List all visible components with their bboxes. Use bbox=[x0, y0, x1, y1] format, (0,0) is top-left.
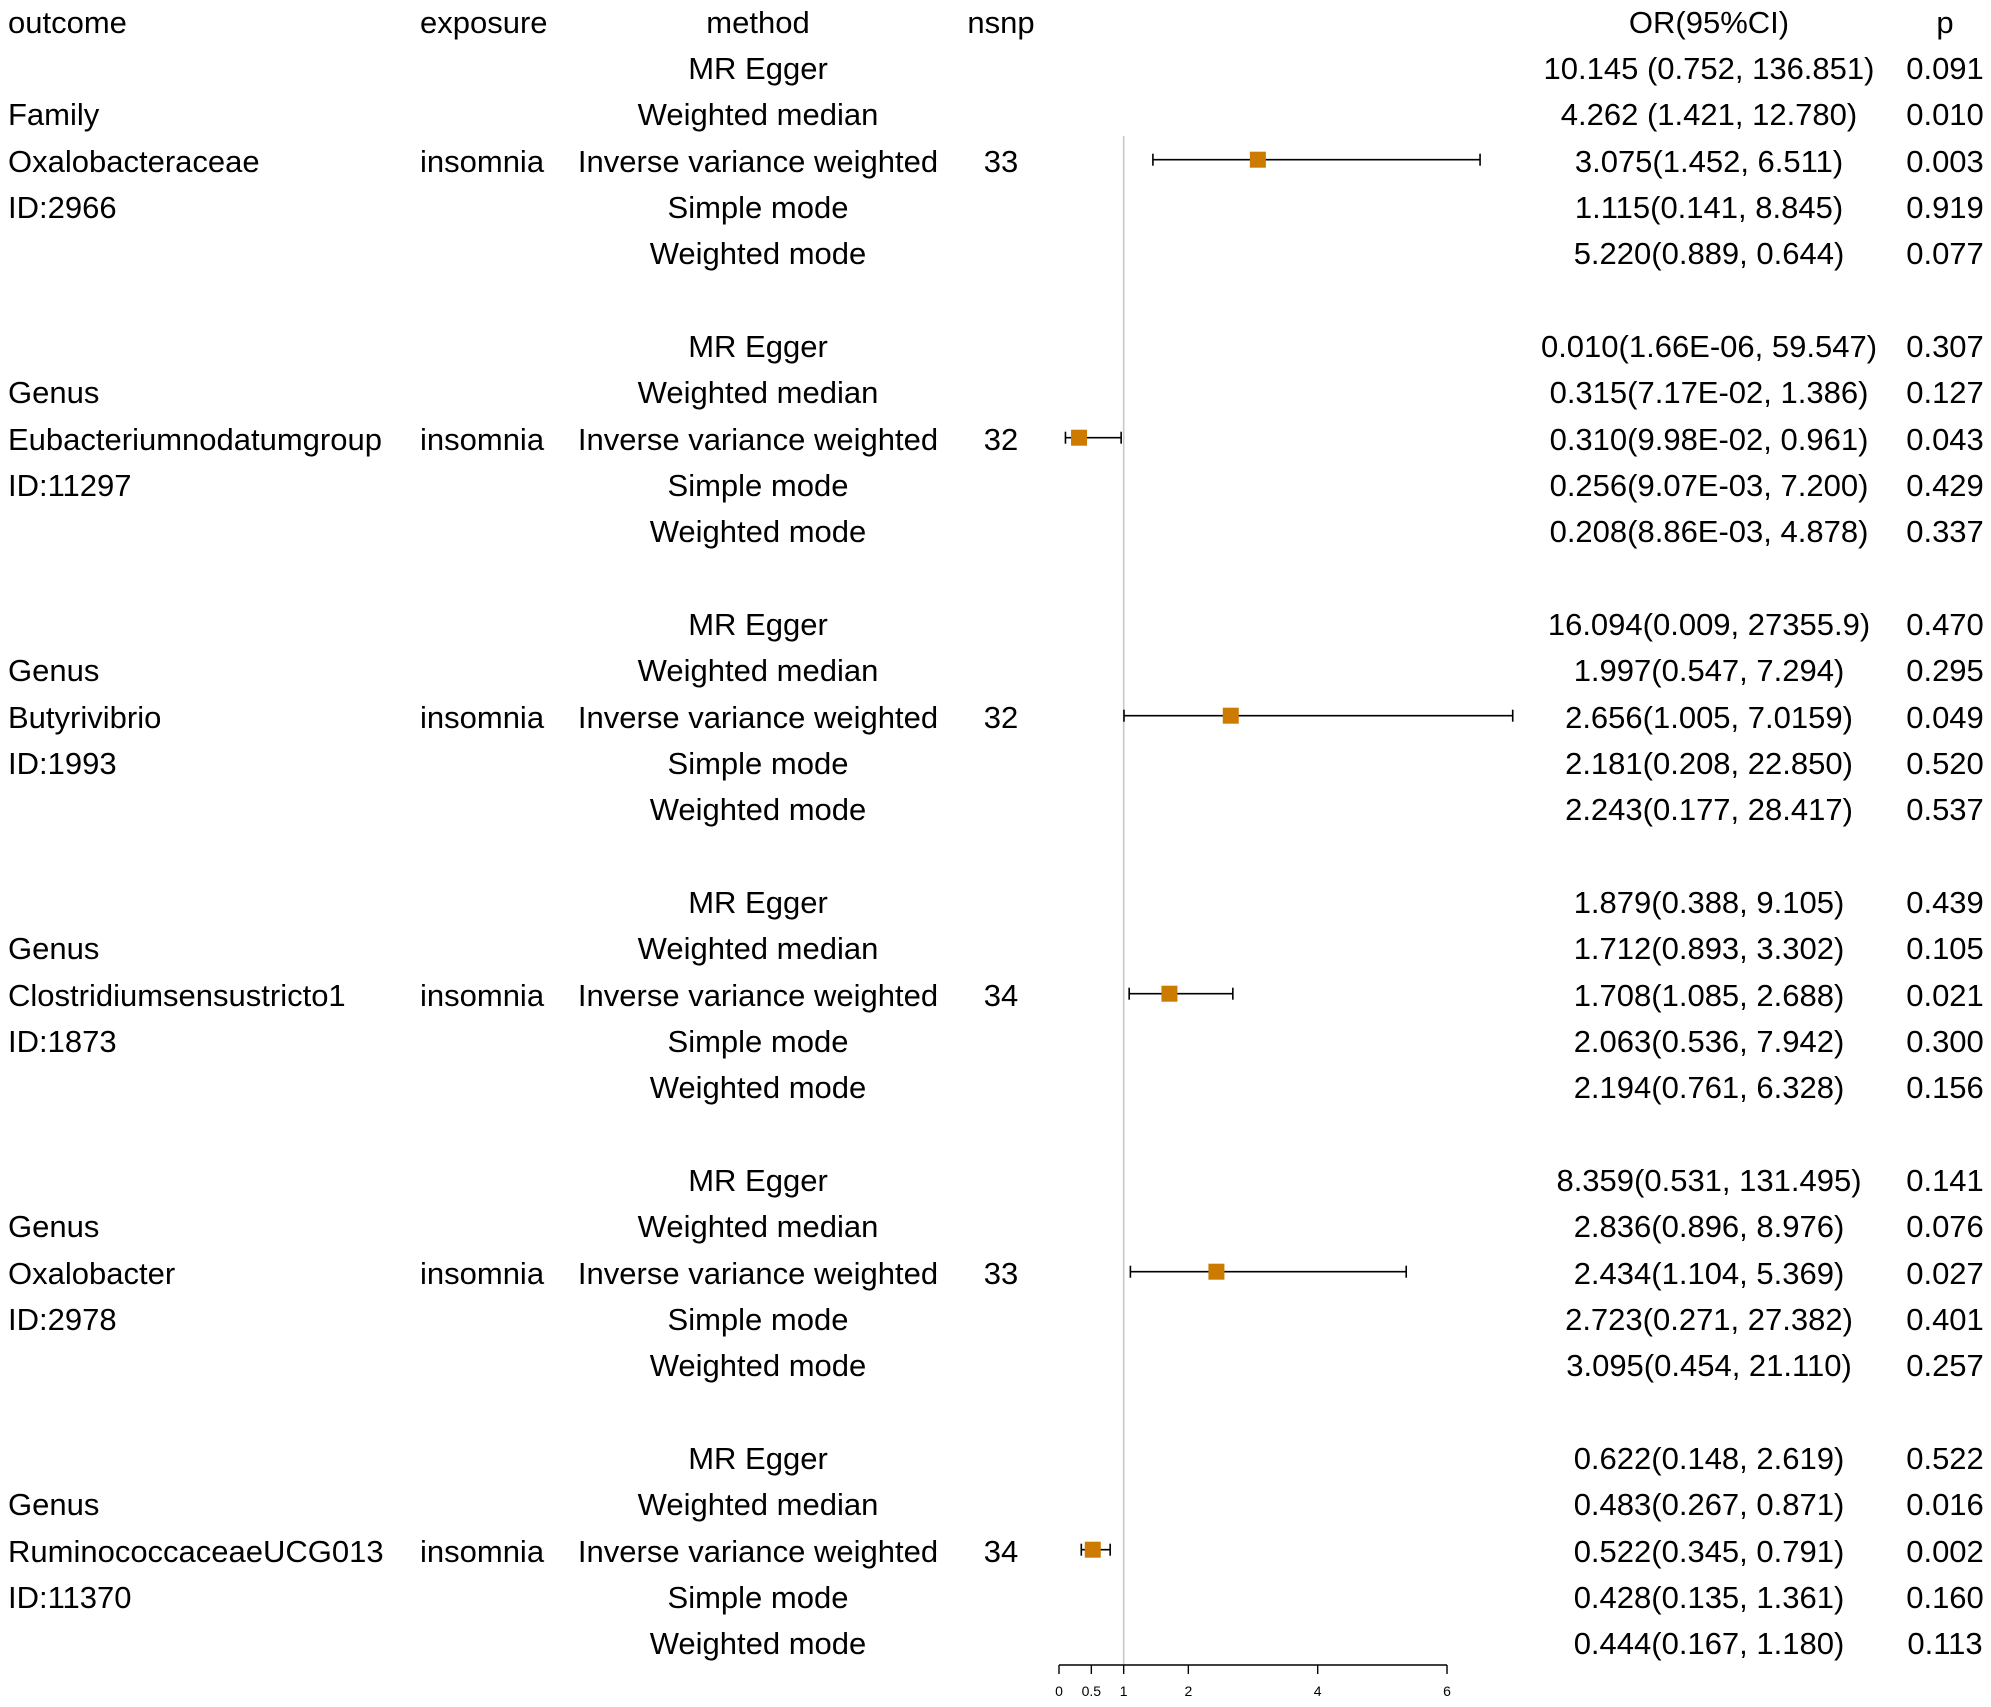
or-ci-cell: 2.243(0.177, 28.417) bbox=[1565, 792, 1853, 828]
method-cell: MR Egger bbox=[688, 51, 828, 86]
header-outcome: outcome bbox=[8, 5, 127, 40]
x-tick-label: 0.5 bbox=[1081, 1683, 1102, 1699]
or-ci-cell: 0.310(9.98E-02, 0.961) bbox=[1549, 421, 1869, 457]
method-cell: Simple mode bbox=[667, 1302, 849, 1338]
point-estimate bbox=[1161, 986, 1177, 1002]
or-ci-cell: 1.115(0.141, 8.845) bbox=[1574, 190, 1844, 226]
outcome-id: ID:2966 bbox=[8, 190, 117, 226]
outcome-id: ID:2978 bbox=[8, 1302, 117, 1338]
or-ci-cell: 4.262 (1.421, 12.780) bbox=[1560, 97, 1858, 133]
outcome-taxon: Oxalobacteraceae bbox=[8, 143, 260, 179]
p-value-cell: 0.043 bbox=[1906, 421, 1984, 457]
point-estimate bbox=[1223, 708, 1239, 724]
method-cell: Weighted median bbox=[637, 653, 879, 689]
method-cell: Weighted median bbox=[637, 931, 879, 967]
method-cell: Weighted mode bbox=[649, 514, 867, 550]
outcome-taxon: Butyrivibrio bbox=[8, 699, 162, 735]
method-cell: Weighted mode bbox=[649, 792, 867, 828]
or-ci-cell: 0.428(0.135, 1.361) bbox=[1573, 1580, 1845, 1616]
outcome-level: Genus bbox=[8, 931, 100, 967]
x-tick-label: 2 bbox=[1184, 1683, 1193, 1699]
p-value-cell: 0.156 bbox=[1906, 1070, 1984, 1106]
header-p: p bbox=[1936, 5, 1954, 40]
method-cell: Simple mode bbox=[667, 746, 849, 782]
or-ci-cell: 1.879(0.388, 9.105) bbox=[1573, 885, 1845, 920]
method-cell: Weighted mode bbox=[649, 1070, 867, 1106]
method-cell: Simple mode bbox=[667, 1024, 849, 1060]
point-estimate bbox=[1208, 1264, 1224, 1280]
header-exposure: exposure bbox=[420, 5, 548, 40]
or-ci-cell: 1.708(1.085, 2.688) bbox=[1573, 977, 1845, 1013]
exposure-cell: insomnia bbox=[420, 1255, 545, 1291]
outcome-level: Genus bbox=[8, 1487, 100, 1523]
nsnp-cell: 33 bbox=[983, 143, 1019, 179]
nsnp-cell: 32 bbox=[983, 421, 1019, 457]
p-value-cell: 0.919 bbox=[1906, 190, 1984, 226]
p-value-cell: 0.429 bbox=[1906, 468, 1984, 504]
or-ci-cell: 1.997(0.547, 7.294) bbox=[1573, 653, 1845, 689]
exposure-cell: insomnia bbox=[420, 421, 545, 457]
p-value-cell: 0.002 bbox=[1906, 1533, 1984, 1569]
outcome-id: ID:11370 bbox=[8, 1580, 132, 1616]
p-value-cell: 0.141 bbox=[1906, 1163, 1984, 1198]
p-value-cell: 0.003 bbox=[1906, 143, 1984, 179]
x-tick-label: 4 bbox=[1313, 1683, 1322, 1699]
p-value-cell: 0.470 bbox=[1906, 607, 1984, 642]
method-cell: Inverse variance weighted bbox=[577, 1533, 939, 1569]
method-cell: MR Egger bbox=[688, 329, 828, 364]
point-estimate bbox=[1085, 1542, 1101, 1558]
outcome-id: ID:1993 bbox=[8, 746, 117, 782]
or-ci-cell: 0.444(0.167, 1.180) bbox=[1573, 1626, 1845, 1662]
p-value-cell: 0.010 bbox=[1906, 97, 1984, 133]
outcome-taxon: RuminococcaceaeUCG013 bbox=[8, 1533, 384, 1569]
p-value-cell: 0.077 bbox=[1906, 236, 1984, 272]
p-value-cell: 0.091 bbox=[1906, 51, 1984, 86]
or-ci-cell: 2.063(0.536, 7.942) bbox=[1573, 1024, 1845, 1060]
nsnp-cell: 33 bbox=[983, 1255, 1019, 1291]
or-ci-cell: 2.723(0.271, 27.382) bbox=[1565, 1302, 1853, 1338]
or-ci-cell: 3.095(0.454, 21.110) bbox=[1566, 1348, 1852, 1384]
method-cell: Weighted mode bbox=[649, 236, 867, 272]
point-estimate bbox=[1071, 430, 1087, 446]
header-method: method bbox=[706, 5, 810, 40]
p-value-cell: 0.076 bbox=[1906, 1209, 1984, 1245]
method-cell: MR Egger bbox=[688, 1441, 828, 1476]
p-value-cell: 0.337 bbox=[1906, 514, 1984, 550]
p-value-cell: 0.522 bbox=[1906, 1441, 1984, 1476]
outcome-id: ID:11297 bbox=[8, 468, 132, 504]
outcome-level: Genus bbox=[8, 375, 100, 411]
x-tick-label: 1 bbox=[1119, 1683, 1128, 1699]
method-cell: MR Egger bbox=[688, 607, 828, 642]
or-ci-cell: 0.622(0.148, 2.619) bbox=[1573, 1441, 1845, 1476]
p-value-cell: 0.049 bbox=[1906, 699, 1984, 735]
or-ci-cell: 0.010(1.66E-06, 59.547) bbox=[1540, 329, 1878, 364]
p-value-cell: 0.295 bbox=[1906, 653, 1984, 689]
or-ci-cell: 2.656(1.005, 7.0159) bbox=[1565, 699, 1853, 735]
p-value-cell: 0.520 bbox=[1906, 746, 1984, 782]
p-value-cell: 0.401 bbox=[1906, 1302, 1984, 1338]
method-cell: Weighted median bbox=[637, 97, 879, 133]
or-ci-cell: 16.094(0.009, 27355.9) bbox=[1547, 607, 1871, 642]
p-value-cell: 0.027 bbox=[1906, 1255, 1984, 1291]
or-ci-cell: 3.075(1.452, 6.511) bbox=[1574, 143, 1844, 179]
method-cell: Weighted median bbox=[637, 375, 879, 411]
outcome-taxon: Oxalobacter bbox=[8, 1255, 176, 1291]
p-value-cell: 0.113 bbox=[1907, 1626, 1983, 1662]
p-value-cell: 0.127 bbox=[1906, 375, 1984, 411]
method-cell: Simple mode bbox=[667, 468, 849, 504]
method-cell: Weighted median bbox=[637, 1209, 879, 1245]
outcome-level: Genus bbox=[8, 1209, 100, 1245]
point-estimate bbox=[1250, 152, 1266, 168]
or-ci-cell: 8.359(0.531, 131.495) bbox=[1556, 1163, 1862, 1198]
exposure-cell: insomnia bbox=[420, 143, 545, 179]
or-ci-cell: 2.194(0.761, 6.328) bbox=[1573, 1070, 1845, 1106]
x-tick-label: 6 bbox=[1443, 1683, 1451, 1699]
method-cell: Weighted mode bbox=[649, 1348, 867, 1384]
method-cell: Weighted mode bbox=[649, 1626, 867, 1662]
or-ci-cell: 2.181(0.208, 22.850) bbox=[1565, 746, 1853, 782]
p-value-cell: 0.537 bbox=[1906, 792, 1984, 828]
header-or-ci: OR(95%CI) bbox=[1628, 5, 1790, 40]
outcome-level: Genus bbox=[8, 653, 100, 689]
outcome-taxon: Clostridiumsensustricto1 bbox=[8, 977, 346, 1013]
or-ci-cell: 0.483(0.267, 0.871) bbox=[1573, 1487, 1845, 1523]
header-nsnp: nsnp bbox=[967, 5, 1035, 40]
p-value-cell: 0.439 bbox=[1906, 885, 1984, 920]
x-tick-label: 0 bbox=[1055, 1683, 1063, 1699]
p-value-cell: 0.307 bbox=[1906, 329, 1984, 364]
p-value-cell: 0.021 bbox=[1906, 977, 1984, 1013]
method-cell: Inverse variance weighted bbox=[577, 699, 939, 735]
exposure-cell: insomnia bbox=[420, 977, 545, 1013]
outcome-id: ID:1873 bbox=[8, 1024, 117, 1060]
or-ci-cell: 2.434(1.104, 5.369) bbox=[1573, 1255, 1845, 1291]
exposure-cell: insomnia bbox=[420, 699, 545, 735]
or-ci-cell: 1.712(0.893, 3.302) bbox=[1573, 931, 1845, 967]
or-ci-cell: 0.522(0.345, 0.791) bbox=[1573, 1533, 1845, 1569]
method-cell: MR Egger bbox=[688, 885, 828, 920]
or-ci-cell: 2.836(0.896, 8.976) bbox=[1573, 1209, 1845, 1245]
outcome-taxon: Eubacteriumnodatumgroup bbox=[8, 421, 382, 457]
p-value-cell: 0.105 bbox=[1906, 931, 1984, 967]
or-ci-cell: 5.220(0.889, 0.644) bbox=[1573, 236, 1845, 272]
method-cell: Inverse variance weighted bbox=[577, 421, 939, 457]
or-ci-cell: 0.315(7.17E-02, 1.386) bbox=[1549, 375, 1869, 411]
nsnp-cell: 34 bbox=[983, 1533, 1019, 1569]
method-cell: MR Egger bbox=[688, 1163, 828, 1198]
exposure-cell: insomnia bbox=[420, 1533, 545, 1569]
nsnp-cell: 34 bbox=[983, 977, 1019, 1013]
nsnp-cell: 32 bbox=[983, 699, 1019, 735]
method-cell: Inverse variance weighted bbox=[577, 977, 939, 1013]
or-ci-cell: 10.145 (0.752, 136.851) bbox=[1543, 51, 1875, 86]
method-cell: Weighted median bbox=[637, 1487, 879, 1523]
p-value-cell: 0.160 bbox=[1906, 1580, 1984, 1616]
p-value-cell: 0.257 bbox=[1906, 1348, 1984, 1384]
method-cell: Simple mode bbox=[667, 1580, 849, 1616]
outcome-level: Family bbox=[8, 97, 100, 133]
or-ci-cell: 0.208(8.86E-03, 4.878) bbox=[1549, 514, 1869, 550]
method-cell: Inverse variance weighted bbox=[577, 1255, 939, 1291]
p-value-cell: 0.300 bbox=[1906, 1024, 1984, 1060]
method-cell: Simple mode bbox=[667, 190, 849, 226]
p-value-cell: 0.016 bbox=[1906, 1487, 1984, 1523]
or-ci-cell: 0.256(9.07E-03, 7.200) bbox=[1549, 468, 1869, 504]
method-cell: Inverse variance weighted bbox=[577, 143, 939, 179]
